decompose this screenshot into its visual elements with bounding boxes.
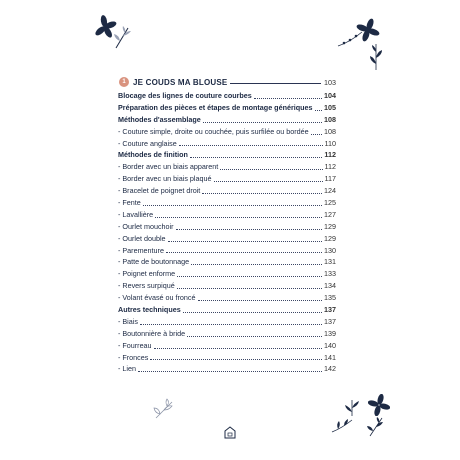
chapter-heading[interactable] (118, 75, 336, 89)
toc-entry-label: Autres techniques (118, 305, 181, 315)
toc-entry-page: 108 (324, 126, 336, 136)
toc-entry-label: - Poignet enforme (118, 269, 176, 279)
table-of-contents (118, 75, 336, 375)
toc-leader-dots (179, 145, 323, 146)
toc-leader-dots (177, 276, 322, 277)
toc-entry-label: - Ourlet mouchoir (118, 221, 174, 231)
toc-entry-page: 140 (324, 340, 336, 350)
toc-section-entry[interactable] (118, 304, 336, 316)
toc-subentry[interactable] (118, 316, 336, 328)
toc-subentry[interactable] (118, 197, 336, 209)
toc-leader-dots (187, 336, 322, 337)
toc-subentry[interactable] (118, 280, 336, 292)
toc-subentry[interactable] (118, 126, 336, 138)
toc-entry-page: 104 (324, 90, 336, 100)
toc-subentry[interactable] (118, 138, 336, 150)
toc-section-entry[interactable] (118, 90, 336, 102)
chapter-page: 103 (324, 77, 336, 87)
chapter-number-badge: 1 (119, 77, 129, 87)
toc-leader-dots (168, 241, 322, 242)
toc-section-entry[interactable] (118, 149, 336, 161)
toc-leader-dots (155, 217, 322, 218)
toc-leader-dots (177, 288, 322, 289)
toc-leader-dots (198, 300, 322, 301)
toc-entry-label: - Couture anglaise (118, 138, 177, 148)
toc-subentry[interactable] (118, 256, 336, 268)
toc-entry-label: - Fourreau (118, 340, 152, 350)
toc-leader-dots (183, 312, 322, 313)
toc-entry-page: 112 (324, 162, 336, 172)
toc-leader-dots (311, 134, 322, 135)
toc-leader-dots (176, 229, 322, 230)
toc-leader-dots (315, 110, 322, 111)
toc-entry-label: - Biais (118, 316, 138, 326)
toc-entry-page: 137 (324, 305, 336, 315)
toc-leader-dots (138, 371, 322, 372)
leaf-sprig-icon (343, 398, 361, 418)
chapter-rule (230, 83, 321, 84)
toc-entry-label: - Lavallière (118, 209, 154, 219)
toc-subentry[interactable] (118, 209, 336, 221)
toc-entry-label: Blocage des lignes de couture courbes (118, 90, 252, 100)
toc-entry-page: 131 (324, 257, 336, 267)
toc-entry-label: - Couture simple, droite ou couchée, puis surfilée ou bordée (118, 126, 309, 136)
toc-entry-page: 137 (324, 316, 336, 326)
leaf-sprig-icon (152, 396, 178, 422)
leaf-sprig-icon (330, 416, 354, 436)
toc-entry-page: 108 (324, 114, 336, 124)
toc-entry-page: 129 (324, 233, 336, 243)
toc-entry-label: - Parementure (118, 245, 164, 255)
toc-subentry[interactable] (118, 245, 336, 257)
toc-leader-dots (166, 252, 322, 253)
toc-entry-page: 112 (324, 150, 336, 160)
toc-leader-dots (154, 348, 322, 349)
toc-entry-label: - Fente (118, 198, 141, 207)
toc-entry-page: 134 (324, 281, 336, 291)
flower-icon (356, 18, 380, 42)
leaf-sprig-icon (112, 24, 134, 50)
toc-entry-label: Méthodes de finition (118, 150, 188, 160)
toc-subentry[interactable] (118, 221, 336, 233)
flower-icon (368, 394, 390, 416)
toc-entries (118, 90, 336, 375)
toc-entry-page: 105 (324, 102, 336, 112)
toc-entry-label: - Revers surpiqué (118, 281, 175, 291)
toc-leader-dots (254, 98, 322, 99)
toc-subentry[interactable] (118, 161, 336, 173)
toc-subentry[interactable] (118, 292, 336, 304)
toc-entry-page: 141 (324, 352, 336, 362)
toc-entry-page: 133 (324, 269, 336, 279)
toc-leader-dots (214, 181, 323, 182)
chapter-title: JE COUDS MA BLOUSE (133, 77, 228, 87)
toc-entry-label: - Lien (118, 364, 136, 374)
house-page-icon (223, 425, 237, 439)
toc-entry-page: 139 (324, 328, 336, 338)
toc-leader-dots (220, 169, 322, 170)
toc-leader-dots (203, 122, 322, 123)
toc-entry-page: 135 (324, 293, 336, 303)
toc-entry-label: - Volant évasé ou froncé (118, 293, 196, 303)
toc-entry-page: 117 (324, 174, 336, 184)
toc-entry-label: - Bracelet de poignet droit (118, 186, 201, 196)
toc-leader-dots (140, 324, 322, 325)
toc-entry-label: Méthodes d'assemblage (118, 114, 201, 124)
toc-entry-label: - Ourlet double (118, 233, 166, 243)
toc-subentry[interactable] (118, 233, 336, 245)
leaf-sprig-icon (368, 42, 384, 72)
toc-entry-label: - Patte de boutonnage (118, 257, 190, 267)
toc-entry-page: 142 (324, 364, 336, 374)
leaf-sprig-icon (366, 416, 388, 438)
toc-entry-label: - Fronces (118, 352, 149, 362)
toc-leader-dots (190, 157, 323, 158)
toc-leader-dots (202, 193, 322, 194)
toc-leader-dots (150, 359, 322, 360)
toc-entry-page: 129 (324, 221, 336, 231)
toc-entry-label: Préparation des pièces et étapes de montage génériques (118, 102, 313, 112)
toc-entry-page: 124 (324, 186, 336, 196)
toc-entry-label: - Boutonnière à bride (118, 328, 186, 338)
toc-entry-page: 110 (324, 138, 336, 148)
toc-subentry[interactable] (118, 185, 336, 197)
toc-leader-dots (191, 264, 322, 265)
toc-section-entry[interactable] (118, 114, 336, 126)
toc-subentry[interactable] (118, 363, 336, 375)
toc-entry-page: 125 (324, 198, 336, 207)
toc-subentry[interactable] (118, 173, 336, 185)
toc-section-entry[interactable] (118, 102, 336, 114)
toc-entry-page: 130 (324, 245, 336, 255)
toc-subentry[interactable] (118, 328, 336, 340)
toc-entry-page: 127 (324, 209, 336, 219)
toc-leader-dots (143, 205, 322, 206)
toc-subentry[interactable] (118, 352, 336, 364)
toc-subentry[interactable] (118, 268, 336, 280)
toc-entry-label: - Border avec un biais apparent (118, 162, 219, 172)
toc-entry-label: - Border avec un biais plaqué (118, 174, 212, 184)
toc-subentry[interactable] (118, 340, 336, 352)
